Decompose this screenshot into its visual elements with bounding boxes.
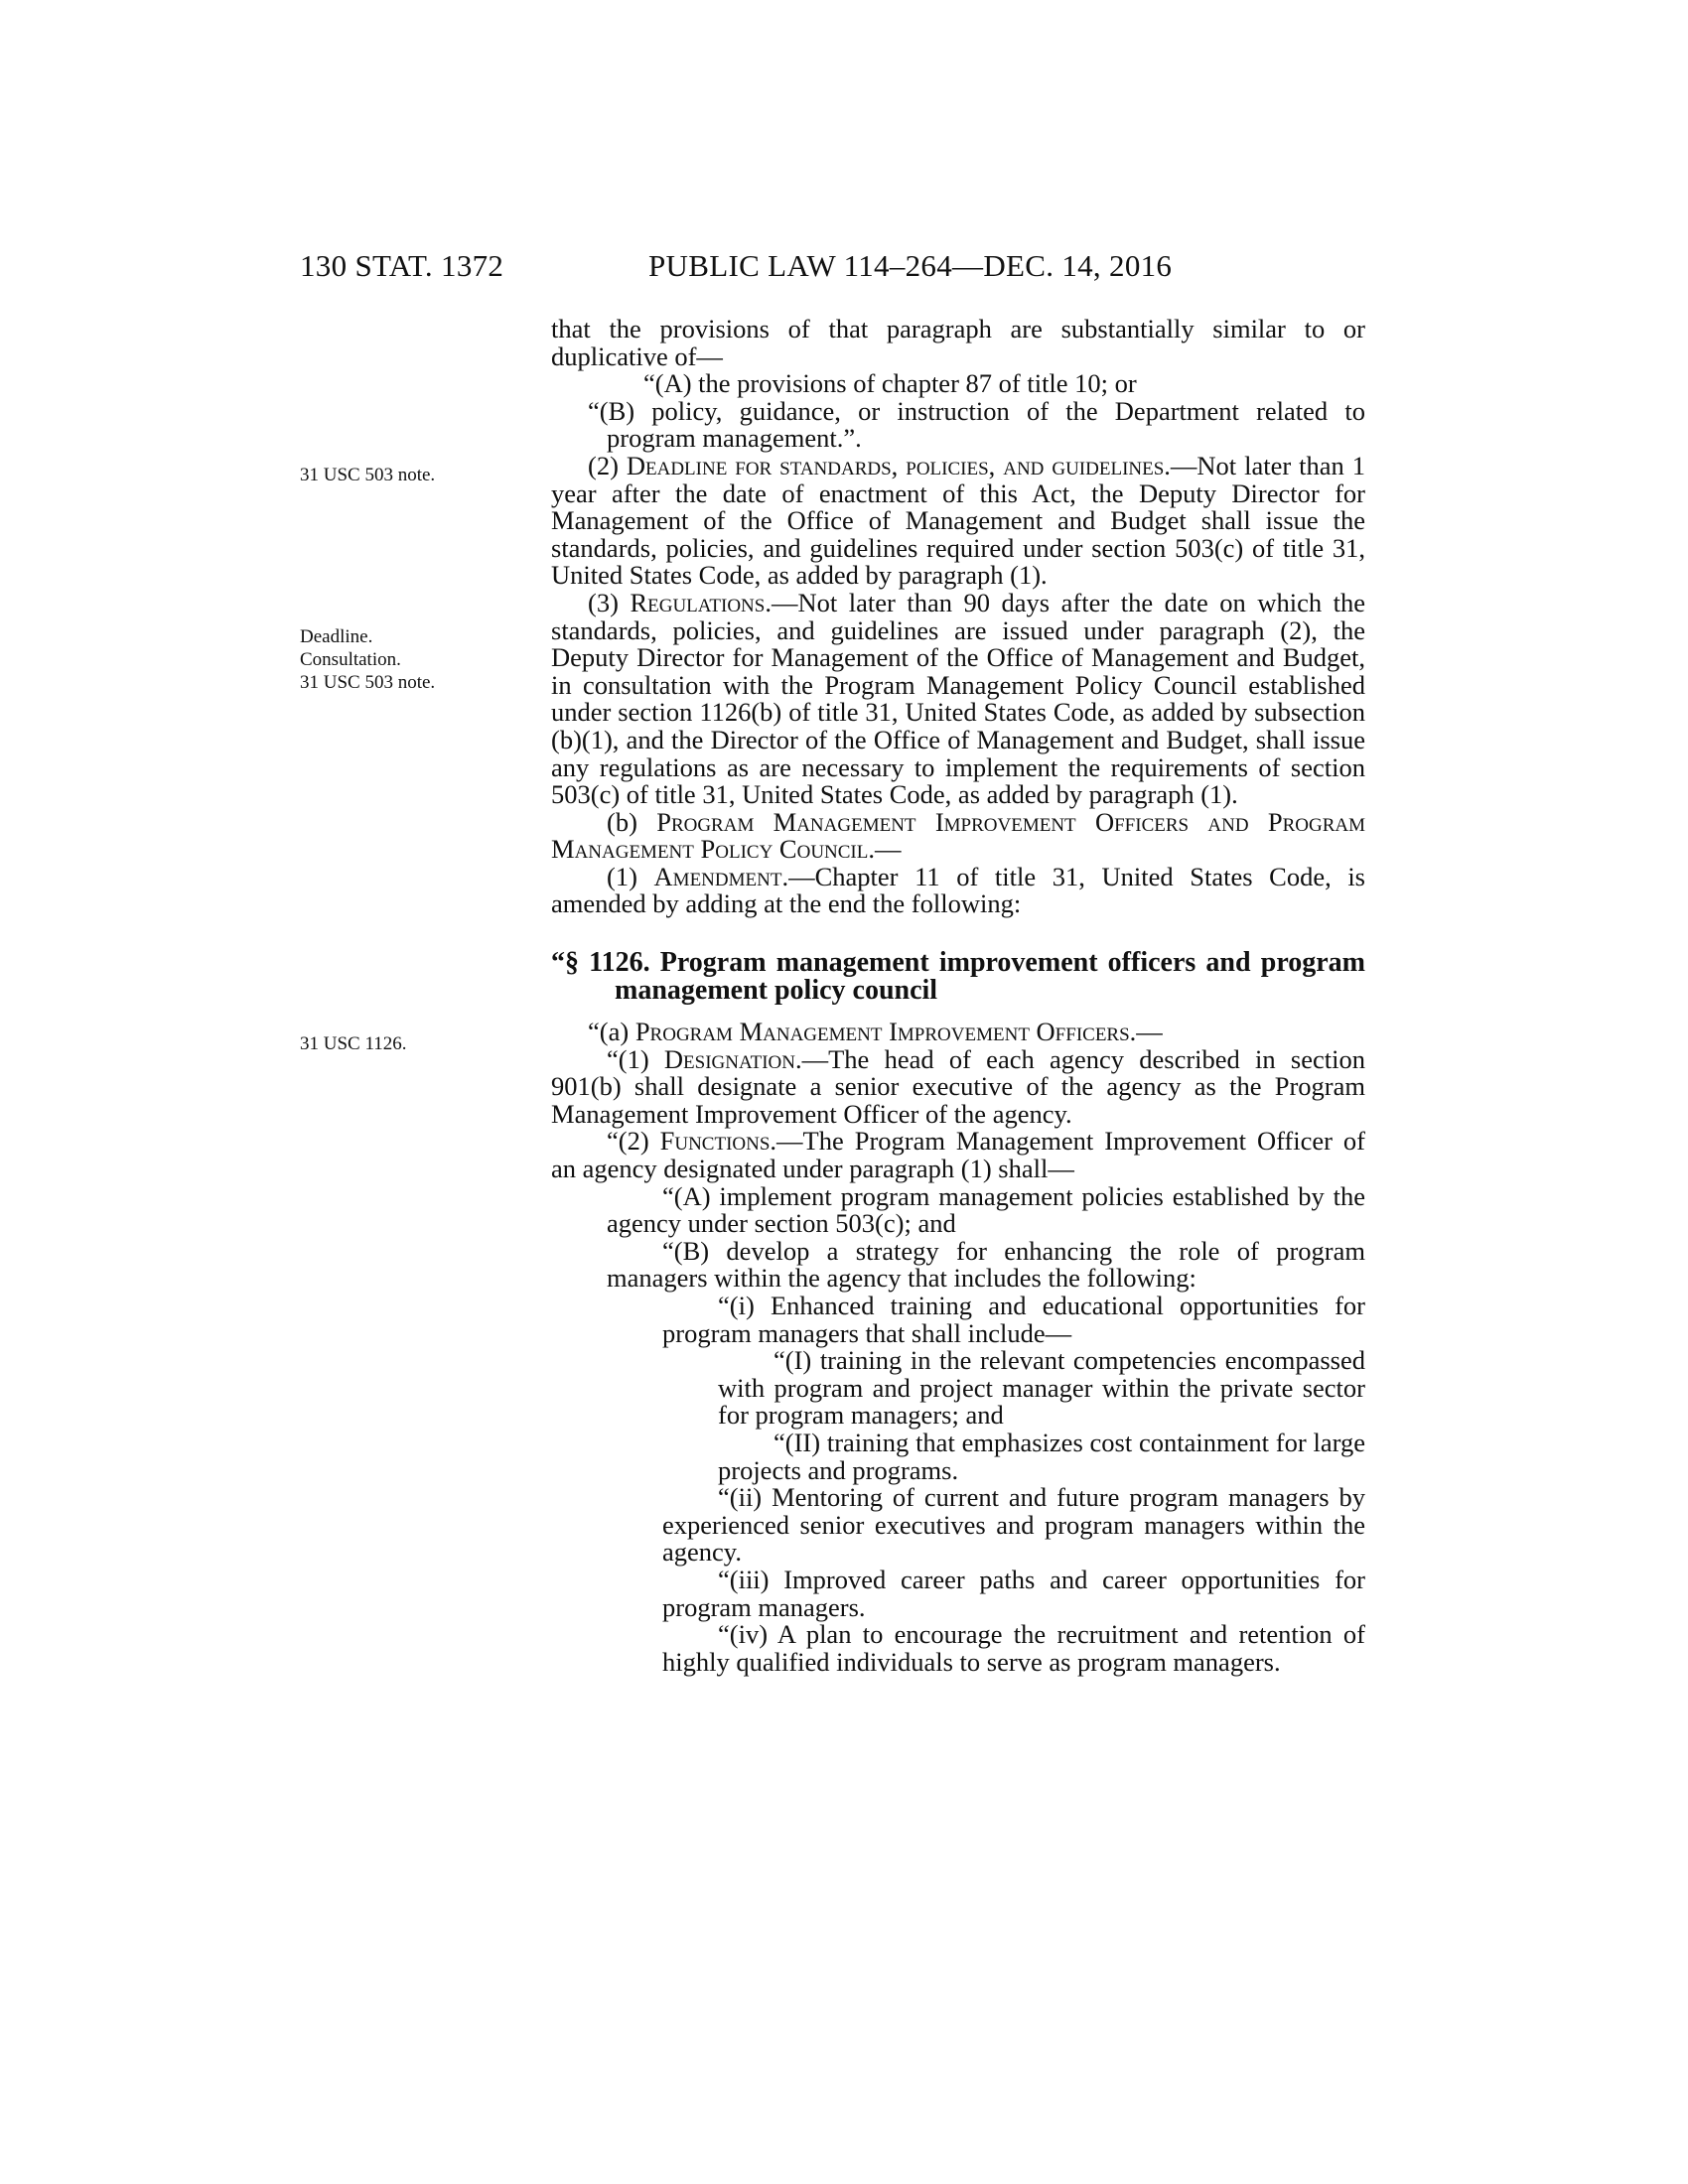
paragraph-heading: Deadline for standards, policies, and guidelines. [626, 450, 1171, 480]
paragraph-number: (1) [607, 861, 654, 891]
paragraph-heading: Functions. [659, 1126, 777, 1157]
subsection-b [495, 806, 1365, 865]
paragraph-heading: Program Management Improvement Officers. [634, 1017, 1137, 1047]
paragraph-2-functions [551, 1128, 1365, 1182]
margin-note-line: 31 USC 1126. [300, 1033, 407, 1054]
paragraph-1-amendment [551, 861, 1365, 919]
clause-iv: “(iv) A plan to encourage the recruitment and retention of highly qualified individuals to serve as program managers. [662, 1619, 1365, 1677]
paragraph-b: “(B) policy, guidance, or instruction of the Department related to program management.”. [588, 395, 1365, 454]
clause-ii: “(ii) Mentoring of current and future program managers by experienced senior executives and program managers within the agency. [662, 1482, 1365, 1568]
margin-note-usc-1126 [300, 1032, 407, 1055]
margin-note-usc-503 [300, 464, 435, 486]
document-body [551, 316, 1365, 1676]
paragraph-number: “(1) [607, 1043, 664, 1074]
paragraph-3-regulations [551, 587, 1365, 810]
subparagraph-b: “(B) develop a strategy for enhancing the role of program managers within the agency that includes the following: [607, 1235, 1365, 1294]
running-header: PUBLIC LAW 114–264—DEC. 14, 2016 [648, 248, 1173, 283]
paragraph-heading: Regulations. [630, 587, 772, 617]
paragraph-heading: Amendment. [653, 861, 789, 891]
paragraph-number: (2) [588, 450, 627, 480]
paragraph-number: “(a) [588, 1017, 635, 1047]
paragraph-text: —The head of each agency described in section 901(b) shall designate a senior executive of the agency as the Program Management Improvement Officer of the agency. [551, 1043, 1365, 1129]
paragraph-text: —The Program Management Improvement Officer of an agency designated under paragraph (1) shall— [551, 1126, 1365, 1184]
margin-note-line: Consultation. [300, 649, 401, 670]
clause-iii: “(iii) Improved career paths and career opportunities for program managers. [662, 1564, 1365, 1622]
margin-note-line: 31 USC 503 note. [300, 465, 436, 485]
clause-i: “(i) Enhanced training and educational opportunities for program managers that shall include— [662, 1291, 1365, 1348]
margin-note-line: Deadline. [300, 626, 373, 647]
paragraph-text: —Not later than 1 year after the date of enactment of this Act, the Deputy Director for Management of the Office of Management and Budget shall issue the standards, policies, and guidelines required under section 503(c) of title 31, United States Code, as added by paragraph (1). [551, 450, 1365, 591]
paragraph-text: —Not later than 90 days after the date on which the standards, policies, and guidelines are issued under paragraph (2), the Deputy Director for Management of the Office of Management and Budget, in consultation with the Program Management Policy Council established under section 1126(b) of title 31, United States Code, as added by subsection (b)(1), and the Director of the Office of Management and Budget, shall issue any regulations as are necessary to implement the requirements of section 503(c) of title 31, United States Code, as added by paragraph (1). [551, 587, 1365, 810]
paragraph-number: “(2) [607, 1126, 660, 1157]
paragraph-text: —Chapter 11 of title 31, United States Code, is amended by adding at the end the following: [551, 861, 1365, 919]
margin-note-line: 31 USC 503 note. [300, 672, 436, 693]
paragraph-1-designation [551, 1043, 1365, 1129]
paragraph-text: — [875, 834, 902, 865]
paragraph-number: (3) [588, 587, 631, 617]
page-citation: 130 STAT. 1372 [300, 248, 504, 283]
subsection-a [551, 1019, 1365, 1046]
subparagraph-a: “(A) implement program management policies established by the agency under section 503(c); and [607, 1180, 1365, 1239]
subclause-I: “(I) training in the relevant competencies encompassed with program and project manager within the private sector for program managers; and [718, 1345, 1365, 1431]
paragraph-heading: Designation. [663, 1043, 802, 1074]
paragraph-continuation: that the provisions of that paragraph are substantially similar to or duplicative of— [551, 314, 1365, 371]
paragraph-number: (b) [607, 806, 657, 837]
margin-note-deadline [300, 625, 435, 694]
paragraph-a: “(A) the provisions of chapter 87 of title 10; or [643, 368, 1137, 399]
paragraph-2-deadline [551, 450, 1365, 591]
section-title: “§ 1126. Program management improvement officers and program management policy council [551, 947, 1365, 1007]
subclause-II: “(II) training that emphasizes cost containment for large projects and programs. [718, 1427, 1365, 1485]
paragraph-heading: Program Management Improvement Officers and Program Management Policy Council. [551, 806, 1365, 865]
paragraph-text: — [1136, 1017, 1163, 1047]
